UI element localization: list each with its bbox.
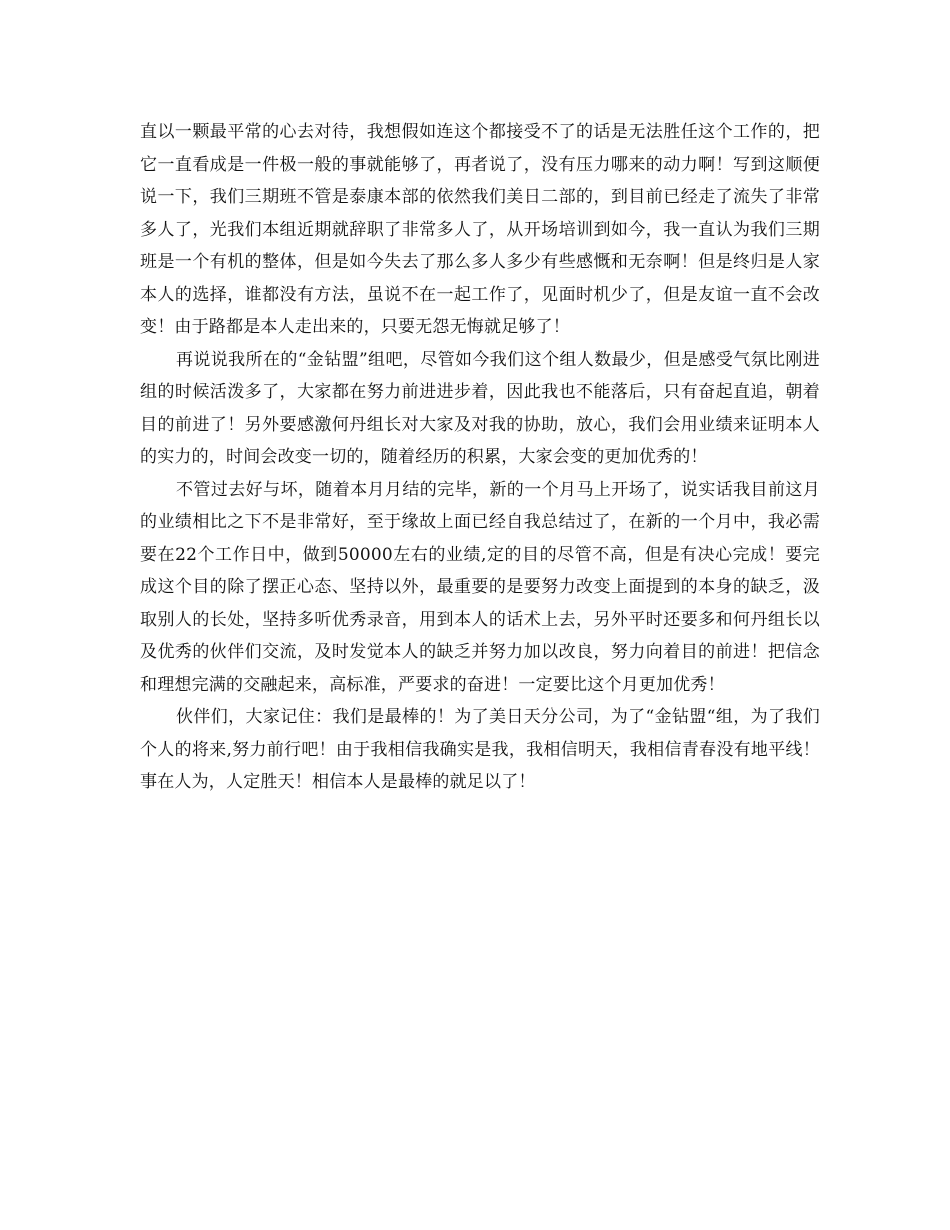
document-body <box>140 116 820 799</box>
paragraph-monthly-goal: 不管过去好与坏，随着本月月结的完毕，新的一个月马上开场了，说实话我目前这月的业绩相比之下不是非常好，至于缘故上面已经自我总结过了，在新的一个月中，我必需要在22个工作日中，做到50000左右的业绩,定的目的尽管不高，但是有决心完成！要完成这个目的除了摆正心态、坚持以外，最重要的是要努力改变上面提到的本身的缺乏，汲取别人的长处，坚持多听优秀录音，用到本人的话术上去，另外平时还要多和何丹组长以及优秀的伙伴们交流，及时发觉本人的缺乏并努力加以改良，努力向着目的前进！把信念和理想完满的交融起来，高标准，严要求的奋进！一定要比这个月更加优秀！ <box>140 479 820 695</box>
paragraph-closing: 伙伴们，大家记住：我们是最棒的！为了美日天分公司，为了“金钻盟“组，为了我们个人的将来,努力前行吧！由于我相信我确实是我，我相信明天，我相信青春没有地平线！事在人为，人定胜天！相信本人是最棒的就足以了！ <box>140 707 820 792</box>
paragraph-team-group: 再说说我所在的“金钻盟”组吧，尽管如今我们这个组人数最少，但是感受气氛比刚进组的时候活泼多了，大家都在努力前进进步着，因此我也不能落后，只有奋起直追，朝着目的前进了！另外要感激何丹组长对大家及对我的协助，放心，我们会用业绩来证明本人的实力的，时间会改变一切的，随着经历的积累，大家会变的更加优秀的！ <box>140 349 820 467</box>
paragraph-continuation: 直以一颗最平常的心去对待，我想假如连这个都接受不了的话是无法胜任这个工作的，把它一直看成是一件极一般的事就能够了，再者说了，没有压力哪来的动力啊！写到这顺便说一下，我们三期班不管是泰康本部的依然我们美日二部的，到目前已经走了流失了非常多人了，光我们本组近期就辞职了非常多人了，从开场培训到如今，我一直认为我们三期班是一个有机的整体，但是如今失去了那么多人多少有些感慨和无奈啊！但是终归是人家本人的选择，谁都没有方法，虽说不在一起工作了，见面时机少了，但是友谊一直不会改变！由于路都是本人走出来的，只要无怨无悔就足够了！ <box>140 122 820 337</box>
